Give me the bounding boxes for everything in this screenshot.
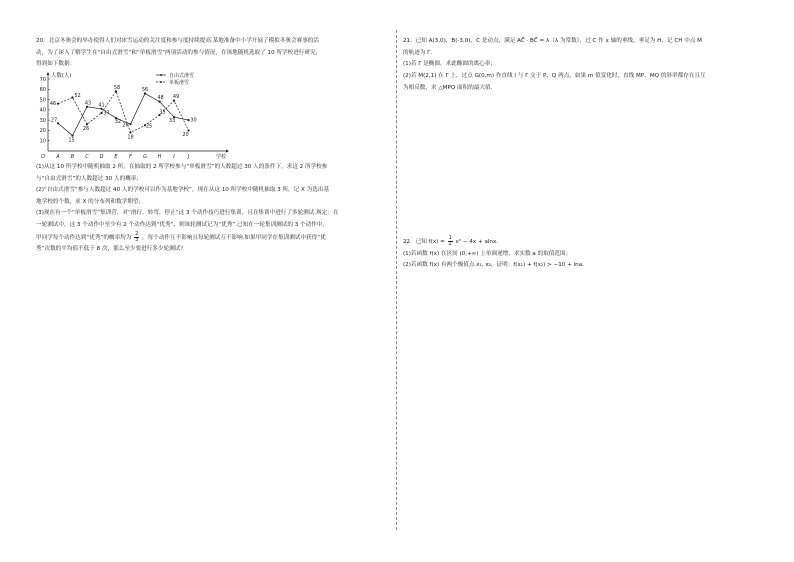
data-point bbox=[57, 122, 59, 124]
q21-line2: 的轨迹为 Γ． bbox=[403, 49, 436, 56]
q21-part2-line2: 为相反数，求 △MPQ 面积的最大值. bbox=[403, 84, 493, 91]
data-label: 18 bbox=[127, 134, 134, 141]
q22-line1-a: 22．已知 f(x) = bbox=[403, 239, 445, 245]
q22-line1-b: x² − 4x + alnx． bbox=[455, 239, 502, 245]
q20-part3-line3 bbox=[36, 232, 388, 244]
data-label: 56 bbox=[141, 86, 149, 93]
data-label: 27 bbox=[50, 117, 58, 124]
q22-line1 bbox=[403, 236, 763, 248]
q21-line1: 21．已知 A(3,0)，B(-3,0)，C 是动点，满足 AC⃗ · BC⃗ = λ（λ 为常数），过 C 作 x 轴的垂线，垂足为 H，记 CH 中点 M bbox=[403, 38, 703, 44]
data-label: 41 bbox=[98, 102, 105, 109]
q20-part3-line3-b: ，每个动作互不影响且每轮测试互不影响.如果甲同学在集训测试中获得“优 bbox=[142, 234, 326, 241]
legend-label: 自由式滑雪 bbox=[169, 72, 195, 79]
data-point bbox=[129, 131, 131, 133]
probability-fraction bbox=[134, 232, 139, 243]
y-axis-label: 人数(人) bbox=[51, 72, 72, 79]
data-label: 58 bbox=[113, 84, 121, 91]
data-point bbox=[100, 112, 102, 114]
right-column bbox=[403, 36, 763, 269]
data-label: 26 bbox=[82, 125, 90, 132]
x-tick-label: F bbox=[129, 153, 132, 159]
q20-intro-line2: 动，为了深入了解学生在“自由式滑雪”和“单板滑雪”两项活动的参与情况，在该地随机选取了 10 所学校进行研究， bbox=[36, 49, 322, 56]
data-label: 52 bbox=[74, 92, 81, 99]
y-axis-arrow bbox=[47, 72, 50, 75]
legend-label: 单板滑雪 bbox=[169, 79, 190, 86]
data-label: 33 bbox=[168, 117, 176, 124]
y-tick-label: 70 bbox=[39, 76, 46, 83]
q21-part2-line1: (2)若 M(2,1) 在 Γ 上，过点 G(0,m) 作直线 l 与 Γ 交于 P、Q 两点，如果 m 值变化时，直线 MP、MQ 的斜率都存在且互 bbox=[403, 72, 706, 79]
data-point bbox=[187, 119, 189, 121]
x-axis-label: 学校 bbox=[216, 153, 227, 159]
y-tick-label: 30 bbox=[39, 117, 46, 124]
data-label: 35 bbox=[159, 109, 166, 116]
origin-label: O bbox=[41, 153, 45, 159]
q20-part1-line1: (1)从这 10 所学校中随机抽取 2 所，在抽取的 2 所学校参与“单板滑雪”的人数超过 30 人的条件下，求这 2 所学校参 bbox=[36, 163, 328, 170]
x-tick-label: B bbox=[70, 153, 75, 159]
q22-fraction-denominator: 2 bbox=[448, 241, 452, 247]
legend-marker bbox=[160, 81, 162, 83]
y-tick-label: 60 bbox=[39, 86, 46, 93]
data-label: 46 bbox=[49, 101, 57, 108]
data-point bbox=[57, 102, 59, 104]
x-tick-label: H bbox=[157, 153, 162, 159]
y-tick-label: 10 bbox=[39, 138, 46, 145]
y-tick-label: 40 bbox=[39, 107, 46, 114]
x-tick-label: D bbox=[99, 153, 104, 159]
q20-part2-line2: 地学校的个数，求 X 的分布列和数学期望； bbox=[36, 198, 145, 205]
data-label: 43 bbox=[84, 100, 92, 107]
x-axis-arrow bbox=[226, 149, 229, 152]
data-label: 32 bbox=[114, 118, 122, 125]
data-label: 48 bbox=[157, 95, 164, 102]
x-tick-label: I bbox=[173, 153, 175, 159]
data-label: 20 bbox=[182, 131, 189, 138]
x-tick-label: E bbox=[114, 153, 118, 159]
question-20 bbox=[36, 36, 388, 256]
q20-part1-line2: 与“自由式滑雪”的人数超过 30 人的概率； bbox=[36, 175, 142, 182]
question-21 bbox=[403, 36, 763, 93]
y-tick-label: 20 bbox=[39, 128, 46, 135]
q20-part3-line1: (3)现在有一个“单板滑雪”集训营，对“滑行、转弯、停止”这 3 个动作技巧进行集训，且在集训中进行了多轮测试.规定：在 bbox=[36, 210, 339, 217]
data-label: 30 bbox=[190, 117, 197, 124]
x-tick-label: A bbox=[56, 153, 60, 159]
x-tick-label: G bbox=[143, 153, 147, 159]
q20-intro-line3: 得到如下数据： bbox=[36, 61, 76, 68]
data-point bbox=[71, 134, 73, 136]
q20-intro-line1: 20．北京冬奥会的举办使得人们对冰雪运动的关注度和参与度持续提高.某地准备中小学开展了模拟冬奥会赛事的活 bbox=[36, 38, 319, 44]
y-tick-label: 50 bbox=[39, 97, 46, 104]
q22-fraction-numerator: 1 bbox=[448, 235, 452, 241]
q22-part1: (1)若函数 f(x) 在区间 (0,+∞) 上单调递增，求实数 a 的取值范围； bbox=[403, 250, 572, 257]
data-point bbox=[129, 123, 131, 125]
data-label: 26 bbox=[122, 122, 129, 129]
q20-part2-line1: (2)“自由式滑雪”参与人数超过 40 人的学校可以作为基地学校”，现在从这 10 所学校中随机抽取 3 所，记 X 为选出基 bbox=[36, 187, 330, 194]
fraction-denominator: 3 bbox=[135, 236, 139, 243]
x-tick-label: C bbox=[85, 153, 89, 159]
legend-marker bbox=[160, 74, 162, 76]
q22-fraction bbox=[448, 236, 453, 247]
q20-part3-line3-a: 甲同学每个动作达到“优秀”的概率均为 bbox=[36, 234, 132, 241]
line-chart bbox=[36, 71, 236, 159]
question-22 bbox=[403, 236, 763, 272]
q21-part1: (1)若 Γ 是椭圆，求此椭圆的离心率； bbox=[403, 61, 496, 68]
x-tick-label: J bbox=[187, 153, 190, 159]
q20-chart bbox=[36, 71, 236, 159]
data-label: 25 bbox=[145, 123, 153, 130]
data-label: 15 bbox=[68, 137, 75, 144]
column-divider bbox=[396, 30, 397, 530]
q20-part3-line2: 一轮测试中，这 3 个动作中至少有 2 个动作达到“优秀”，则该轮测试记为“优秀”.已知在一轮集训测试的 3 个动作中， bbox=[36, 222, 329, 228]
data-point bbox=[71, 96, 73, 98]
series-line-freestyle bbox=[58, 93, 189, 135]
q22-part2: (2)若函数 f(x) 有两个极值点 x₁, x₂，证明：f(x₁) + f(x₂) > −10 + lna． bbox=[403, 262, 588, 269]
data-label: 37 bbox=[103, 110, 110, 117]
q20-part3-line4: 秀”次数的平均值不低于 8 次，那么至少要进行多少轮测试？ bbox=[36, 246, 186, 253]
data-label: 49 bbox=[172, 93, 180, 100]
fraction-numerator: 2 bbox=[135, 230, 139, 237]
